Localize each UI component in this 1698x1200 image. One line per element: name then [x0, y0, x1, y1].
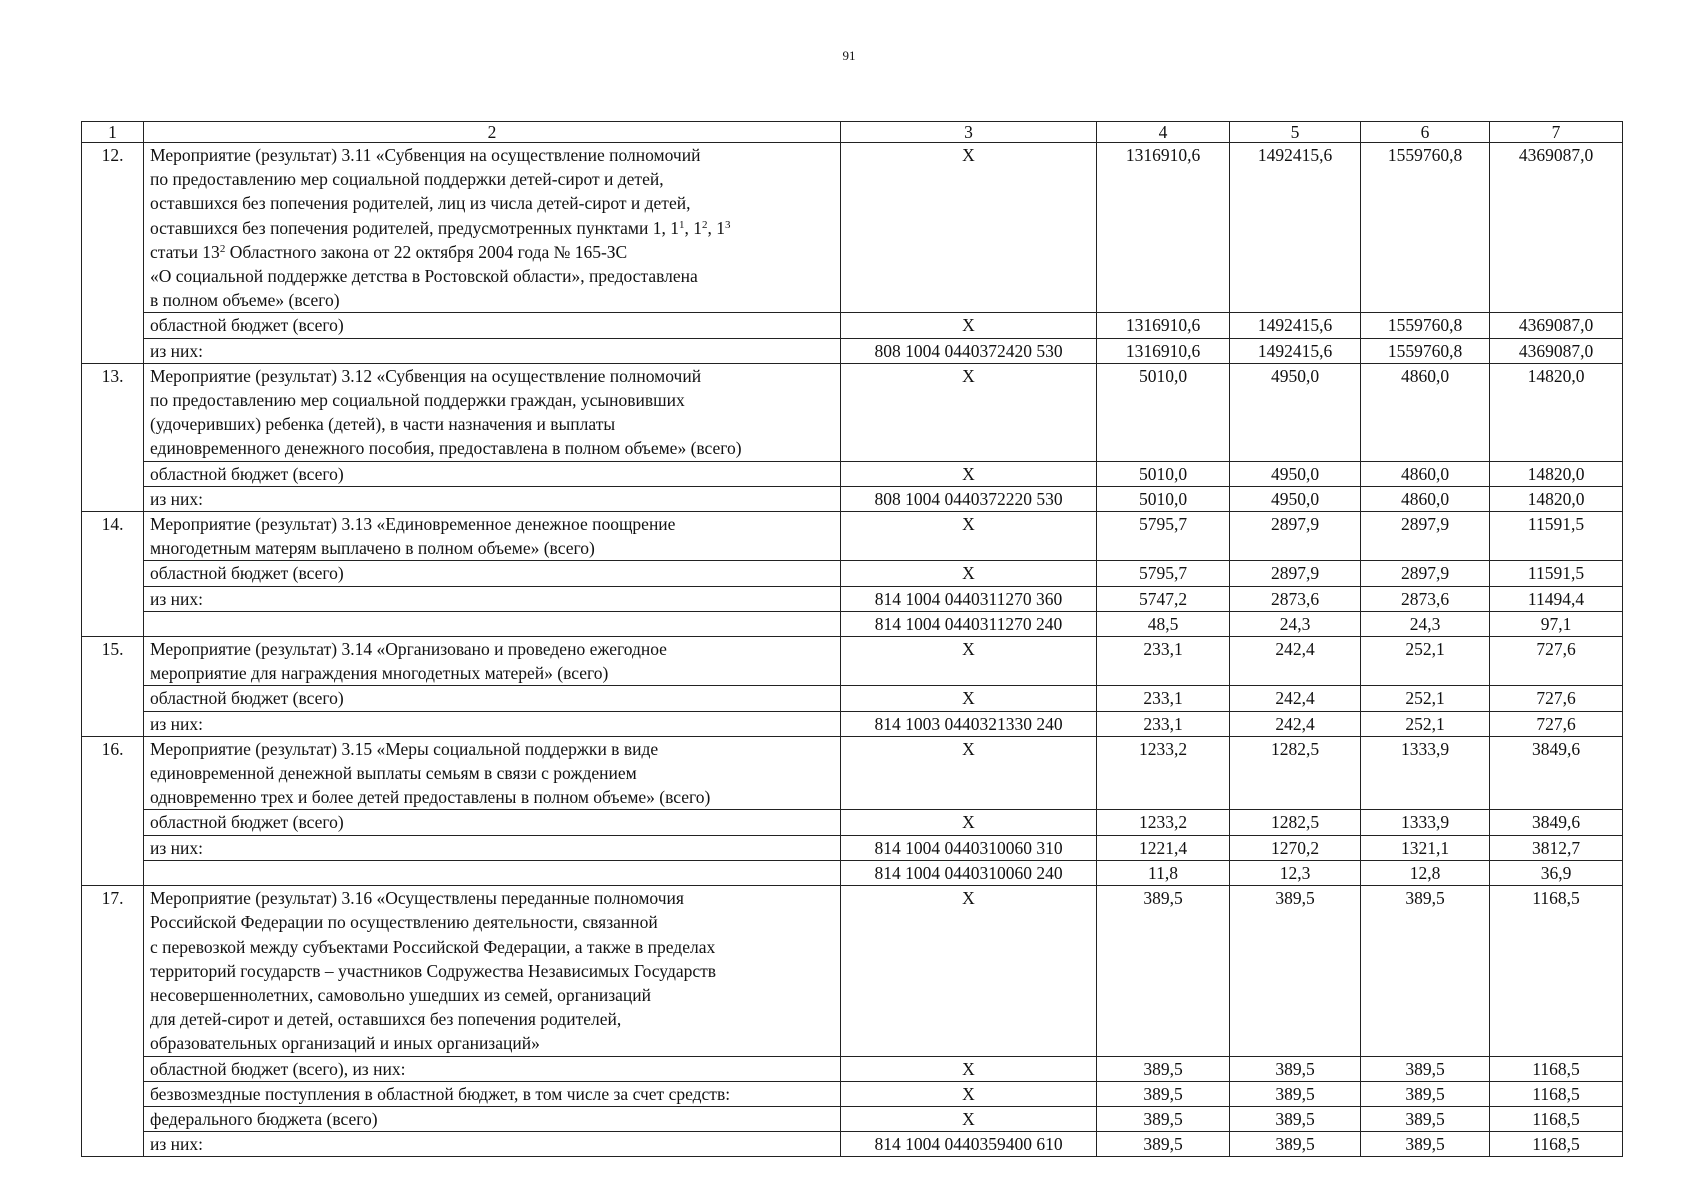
budget-code: X: [841, 1106, 1097, 1131]
value-col-7: 727,6: [1490, 711, 1623, 736]
value-col-6: 1559760,8: [1361, 313, 1490, 338]
table-subrow: [82, 313, 1623, 338]
budget-code: X: [841, 561, 1097, 586]
value-col-7: 3849,6: [1490, 810, 1623, 835]
value-col-5: 242,4: [1230, 637, 1361, 686]
value-col-7: 727,6: [1490, 686, 1623, 711]
subrow-label: из них:: [144, 835, 841, 860]
table-subrow: [82, 835, 1623, 860]
value-col-5: 389,5: [1230, 1132, 1361, 1157]
value-col-7: 11591,5: [1490, 512, 1623, 561]
value-col-5: 242,4: [1230, 711, 1361, 736]
subrow-label: [144, 611, 841, 636]
description-line: мероприятие для награждения многодетных матерей» (всего): [150, 663, 609, 684]
subrow-label: из них:: [144, 711, 841, 736]
value-col-7: 14820,0: [1490, 461, 1623, 486]
description-line: статьи $13^2$ Областного закона от 22 октября 2004 года № 165-ЗС: [150, 241, 628, 262]
budget-code: X: [841, 810, 1097, 835]
description-line: единовременного денежного пособия, предоставлена в полном объеме» (всего): [150, 438, 742, 459]
value-col-7: 97,1: [1490, 611, 1623, 636]
budget-code: X: [841, 363, 1097, 461]
row-number: 14.: [82, 512, 144, 637]
value-col-6: 389,5: [1361, 1132, 1490, 1157]
subrow-label: областной бюджет (всего): [144, 461, 841, 486]
budget-code: X: [841, 886, 1097, 1056]
value-col-5: 2897,9: [1230, 512, 1361, 561]
value-col-7: 1168,5: [1490, 1081, 1623, 1106]
value-col-4: 233,1: [1097, 637, 1230, 686]
value-col-6: 252,1: [1361, 637, 1490, 686]
value-col-7: 4369087,0: [1490, 143, 1623, 313]
value-col-6: 1333,9: [1361, 736, 1490, 810]
description-line: Мероприятие (результат) 3.13 «Единовременное денежное поощрение: [150, 514, 676, 535]
budget-code: X: [841, 1081, 1097, 1106]
description-line: (удочеривших) ребенка (детей), в части назначения и выплаты: [150, 414, 616, 435]
value-col-4: 389,5: [1097, 1132, 1230, 1157]
value-col-6: 1333,9: [1361, 810, 1490, 835]
value-col-6: 4860,0: [1361, 486, 1490, 511]
value-col-4: 389,5: [1097, 886, 1230, 1056]
table-subrow: [82, 711, 1623, 736]
table-subrow: [82, 586, 1623, 611]
budget-table: [81, 121, 1623, 1157]
value-col-4: 389,5: [1097, 1056, 1230, 1081]
value-col-5: 1270,2: [1230, 835, 1361, 860]
value-col-4: 1221,4: [1097, 835, 1230, 860]
table-subrow: [82, 561, 1623, 586]
description-line: несовершеннолетних, самовольно ушедших из семей, организаций: [150, 984, 652, 1005]
description-line: в полном объеме» (всего): [150, 290, 340, 311]
subrow-label: из них:: [144, 486, 841, 511]
value-col-7: 4369087,0: [1490, 338, 1623, 363]
value-col-4: 389,5: [1097, 1081, 1230, 1106]
table-subrow: [82, 338, 1623, 363]
budget-code: 808 1004 0440372220 530: [841, 486, 1097, 511]
value-col-5: 389,5: [1230, 1056, 1361, 1081]
value-col-7: 14820,0: [1490, 363, 1623, 461]
table-subrow: [82, 1081, 1623, 1106]
value-col-5: 389,5: [1230, 1106, 1361, 1131]
value-col-4: 5010,0: [1097, 486, 1230, 511]
value-col-7: 11494,4: [1490, 586, 1623, 611]
table-subrow: [82, 686, 1623, 711]
value-col-6: 389,5: [1361, 1056, 1490, 1081]
subrow-label: из них:: [144, 586, 841, 611]
description-line: Российской Федерации по осуществлению деятельности, связанной: [150, 912, 658, 933]
row-number: 13.: [82, 363, 144, 511]
value-col-7: 36,9: [1490, 860, 1623, 885]
budget-code: 814 1004 0440311270 240: [841, 611, 1097, 636]
value-col-7: 4369087,0: [1490, 313, 1623, 338]
value-col-6: 2897,9: [1361, 561, 1490, 586]
value-col-7: 727,6: [1490, 637, 1623, 686]
value-col-4: 5010,0: [1097, 363, 1230, 461]
budget-code: X: [841, 512, 1097, 561]
value-col-6: 1321,1: [1361, 835, 1490, 860]
row-number: 16.: [82, 736, 144, 885]
description-line: единовременной денежной выплаты семьям в связи с рождением: [150, 763, 637, 784]
description-line: Мероприятие (результат) 3.11 «Субвенция на осуществление полномочий: [150, 145, 701, 165]
budget-code: 814 1004 0440310060 240: [841, 860, 1097, 885]
description-line: Мероприятие (результат) 3.16 «Осуществлены переданные полномочия: [150, 888, 684, 909]
value-col-5: 1492415,6: [1230, 143, 1361, 313]
table-subrow: [82, 1056, 1623, 1081]
header-cell: 1: [82, 122, 144, 143]
budget-code: X: [841, 1056, 1097, 1081]
description-line: по предоставлению мер социальной поддержки граждан, усыновивших: [150, 390, 685, 411]
value-col-7: 1168,5: [1490, 1056, 1623, 1081]
table-subrow: [82, 461, 1623, 486]
header-cell: 5: [1230, 122, 1361, 143]
table-subrow: [82, 1132, 1623, 1157]
description-line: по предоставлению мер социальной поддержки детей-сирот и детей,: [150, 169, 664, 190]
value-col-5: 2897,9: [1230, 561, 1361, 586]
description-line: с перевозкой между субъектами Российской Федерации, а также в пределах: [150, 936, 716, 957]
header-cell: 3: [841, 122, 1097, 143]
header-cell: 6: [1361, 122, 1490, 143]
row-description: [144, 736, 841, 810]
value-col-7: 14820,0: [1490, 486, 1623, 511]
value-col-4: 5795,7: [1097, 512, 1230, 561]
value-col-5: 12,3: [1230, 860, 1361, 885]
budget-code: X: [841, 143, 1097, 313]
subrow-label: областной бюджет (всего): [144, 810, 841, 835]
table-row: [82, 143, 1623, 313]
value-col-6: 4860,0: [1361, 363, 1490, 461]
value-col-6: 389,5: [1361, 1081, 1490, 1106]
budget-code: 814 1004 0440311270 360: [841, 586, 1097, 611]
row-description: [144, 637, 841, 686]
value-col-6: 389,5: [1361, 886, 1490, 1056]
value-col-4: 1316910,6: [1097, 143, 1230, 313]
value-col-5: 389,5: [1230, 1081, 1361, 1106]
value-col-4: 48,5: [1097, 611, 1230, 636]
subrow-label: областной бюджет (всего): [144, 561, 841, 586]
value-col-4: 5747,2: [1097, 586, 1230, 611]
value-col-5: 1282,5: [1230, 810, 1361, 835]
description-line: для детей-сирот и детей, оставшихся без попечения родителей,: [150, 1009, 622, 1030]
budget-code: 808 1004 0440372420 530: [841, 338, 1097, 363]
value-col-6: 1559760,8: [1361, 143, 1490, 313]
budget-code: X: [841, 313, 1097, 338]
value-col-4: 389,5: [1097, 1106, 1230, 1131]
value-col-4: 1233,2: [1097, 736, 1230, 810]
row-number: 12.: [82, 143, 144, 364]
description-line: Мероприятие (результат) 3.12 «Субвенция на осуществление полномочий: [150, 365, 702, 386]
value-col-6: 389,5: [1361, 1106, 1490, 1131]
budget-code: X: [841, 637, 1097, 686]
value-col-5: 242,4: [1230, 686, 1361, 711]
budget-code: 814 1004 0440310060 310: [841, 835, 1097, 860]
table-subrow: [82, 860, 1623, 885]
value-col-7: 1168,5: [1490, 1106, 1623, 1131]
description-line: Мероприятие (результат) 3.15 «Меры социальной поддержки в виде: [150, 738, 659, 759]
budget-code: 814 1003 0440321330 240: [841, 711, 1097, 736]
value-col-5: 1492415,6: [1230, 338, 1361, 363]
value-col-5: 24,3: [1230, 611, 1361, 636]
subrow-label: областной бюджет (всего): [144, 686, 841, 711]
description-line: многодетным матерям выплачено в полном объеме» (всего): [150, 538, 595, 559]
table-row: [82, 736, 1623, 810]
description-line: «О социальной поддержке детства в Ростовской области», предоставлена: [150, 266, 698, 287]
row-number: 17.: [82, 886, 144, 1157]
header-row: [82, 122, 1623, 143]
table-subrow: [82, 486, 1623, 511]
value-col-4: 1316910,6: [1097, 313, 1230, 338]
budget-code: X: [841, 461, 1097, 486]
row-description: [144, 143, 841, 313]
subrow-label: безвозмездные поступления в областной бюджет, в том числе за счет средств:: [144, 1081, 841, 1106]
table-row: [82, 637, 1623, 686]
value-col-4: 11,8: [1097, 860, 1230, 885]
value-col-5: 2873,6: [1230, 586, 1361, 611]
value-col-7: 3812,7: [1490, 835, 1623, 860]
value-col-4: 233,1: [1097, 686, 1230, 711]
value-col-6: 2897,9: [1361, 512, 1490, 561]
value-col-7: 1168,5: [1490, 1132, 1623, 1157]
table-subrow: [82, 611, 1623, 636]
value-col-6: 12,8: [1361, 860, 1490, 885]
description-line: оставшихся без попечения родителей, лиц из числа детей-сирот и детей,: [150, 193, 691, 214]
value-col-4: 5010,0: [1097, 461, 1230, 486]
row-description: [144, 886, 841, 1056]
description-line: одновременно трех и более детей предоставлены в полном объеме» (всего): [150, 787, 711, 808]
value-col-6: 4860,0: [1361, 461, 1490, 486]
description-line: территорий государств – участников Содружества Независимых Государств: [150, 960, 717, 981]
value-col-5: 1282,5: [1230, 736, 1361, 810]
row-description: [144, 512, 841, 561]
value-col-4: 5795,7: [1097, 561, 1230, 586]
subrow-label: федерального бюджета (всего): [144, 1106, 841, 1131]
value-col-6: 1559760,8: [1361, 338, 1490, 363]
value-col-4: 233,1: [1097, 711, 1230, 736]
table-row: [82, 512, 1623, 561]
value-col-4: 1233,2: [1097, 810, 1230, 835]
table-subrow: [82, 1106, 1623, 1131]
subrow-label: [144, 860, 841, 885]
header-cell: 7: [1490, 122, 1623, 143]
budget-code: 814 1004 0440359400 610: [841, 1132, 1097, 1157]
table-row: [82, 363, 1623, 461]
description-line: образовательных организаций и иных организаций»: [150, 1033, 540, 1054]
header-cell: 2: [144, 122, 841, 143]
value-col-6: 252,1: [1361, 711, 1490, 736]
row-number: 15.: [82, 637, 144, 737]
value-col-7: 3849,6: [1490, 736, 1623, 810]
table-row: [82, 886, 1623, 1056]
subrow-label: областной бюджет (всего): [144, 313, 841, 338]
value-col-6: 24,3: [1361, 611, 1490, 636]
value-col-5: 4950,0: [1230, 461, 1361, 486]
page-number: 91: [842, 48, 856, 63]
value-col-4: 1316910,6: [1097, 338, 1230, 363]
description-line: оставшихся без попечения родителей, предусмотренных пунктами 1, $1^1$, $1^2$, $1^3$: [150, 217, 731, 238]
row-description: [144, 363, 841, 461]
value-col-7: 11591,5: [1490, 561, 1623, 586]
header-cell: 4: [1097, 122, 1230, 143]
budget-code: X: [841, 736, 1097, 810]
value-col-6: 252,1: [1361, 686, 1490, 711]
subrow-label: из них:: [144, 338, 841, 363]
subrow-label: из них:: [144, 1132, 841, 1157]
subrow-label: областной бюджет (всего), из них:: [144, 1056, 841, 1081]
description-line: Мероприятие (результат) 3.14 «Организовано и проведено ежегодное: [150, 639, 667, 660]
value-col-5: 389,5: [1230, 886, 1361, 1056]
budget-code: X: [841, 686, 1097, 711]
value-col-5: 4950,0: [1230, 363, 1361, 461]
value-col-5: 1492415,6: [1230, 313, 1361, 338]
value-col-7: 1168,5: [1490, 886, 1623, 1056]
value-col-5: 4950,0: [1230, 486, 1361, 511]
value-col-6: 2873,6: [1361, 586, 1490, 611]
table-subrow: [82, 810, 1623, 835]
